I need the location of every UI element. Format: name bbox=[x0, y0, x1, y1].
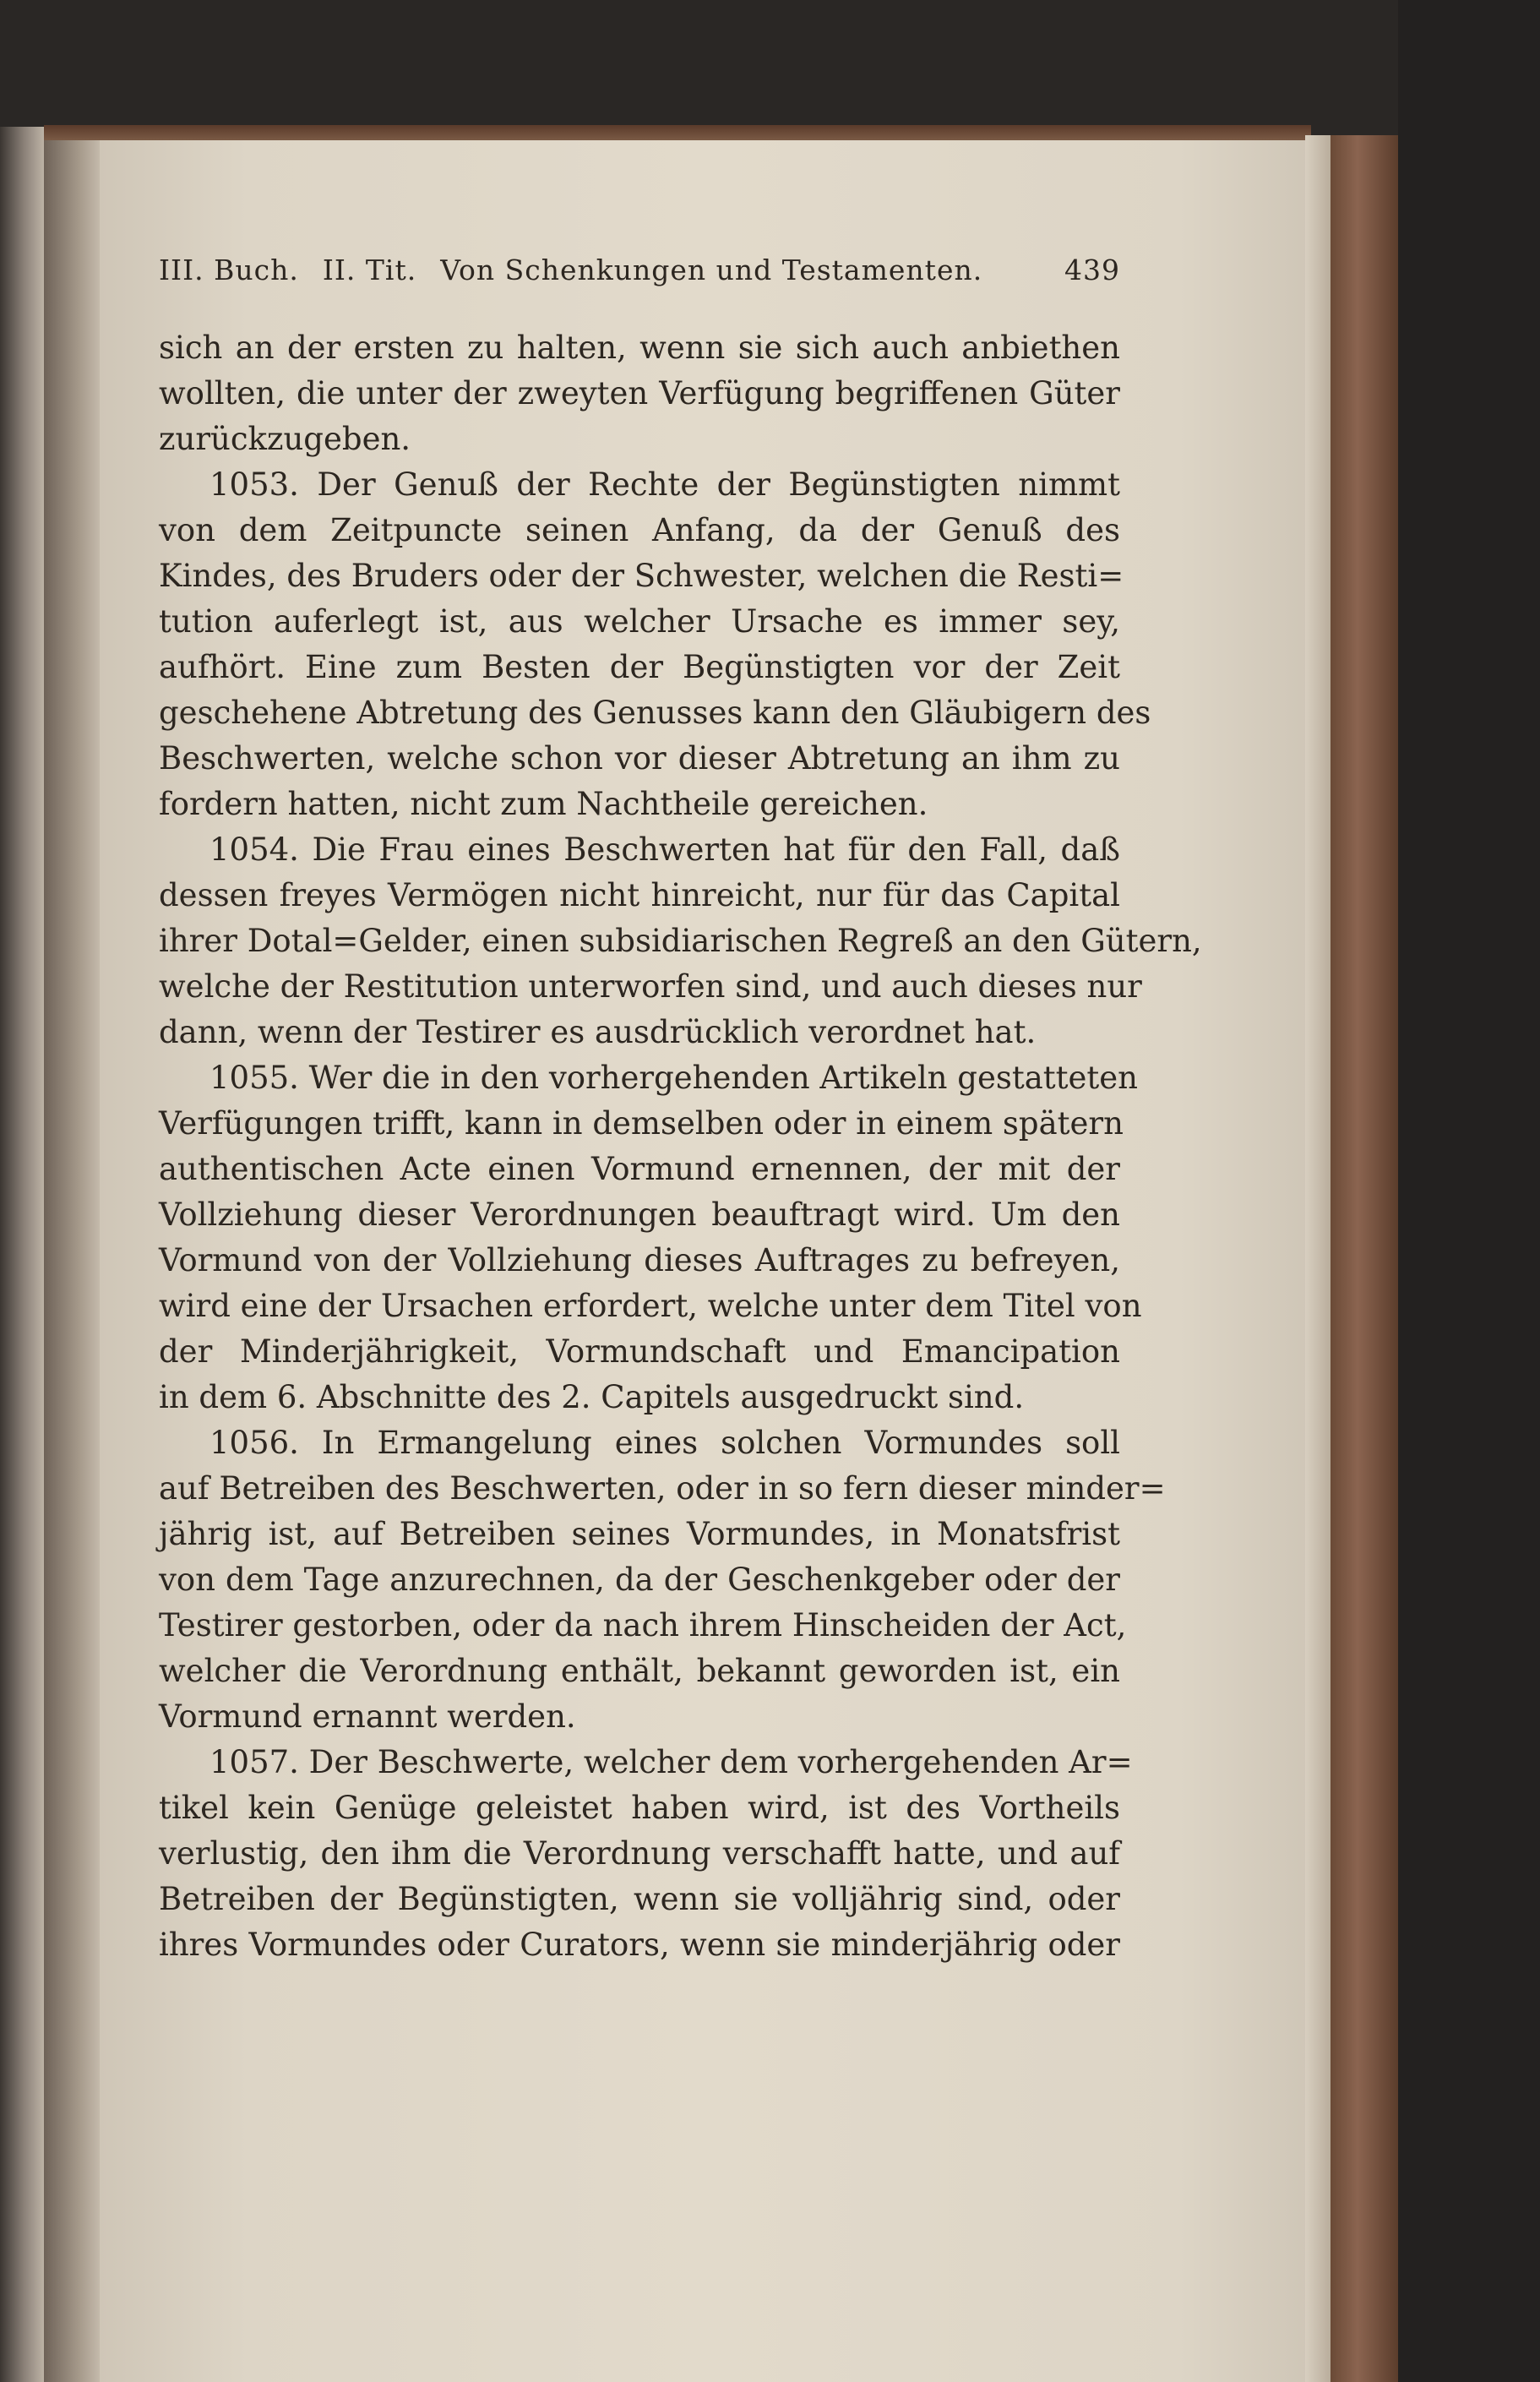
text-line: Testirer gestorben, oder da nach ihrem Hinscheiden der Act, bbox=[159, 1607, 1127, 1643]
text-line: Betreiben der Begünstigten, wenn sie volljährig sind, oder bbox=[159, 1881, 1120, 1917]
text-line: 1057. Der Beschwerte, welcher dem vorhergehenden Ar= bbox=[210, 1744, 1133, 1780]
left-page-edge bbox=[0, 127, 44, 2382]
book-cover-edge bbox=[1330, 135, 1398, 2382]
text-line: sich an der ersten zu halten, wenn sie sich auch anbiethen bbox=[159, 330, 1120, 366]
text-line: aufhört. Eine zum Besten der Begünstigten vor der Zeit bbox=[159, 649, 1120, 685]
text-line: 1053. Der Genuß der Rechte der Begünstigten nimmt bbox=[210, 466, 1120, 503]
text-line: 1056. In Ermangelung eines solchen Vormundes soll bbox=[210, 1425, 1120, 1461]
text-line: wollten, die unter der zweyten Verfügung begriffenen Güter bbox=[159, 375, 1120, 412]
text-line: in dem 6. Abschnitte des 2. Capitels ausgedruckt sind. bbox=[159, 1379, 1025, 1415]
text-line: Vollziehung dieser Verordnungen beauftragt wird. Um den bbox=[159, 1196, 1120, 1233]
text-line: jährig ist, auf Betreiben seines Vormundes, in Monatsfrist bbox=[159, 1516, 1120, 1552]
page-text-block bbox=[159, 253, 1202, 1968]
text-line: der Minderjährigkeit, Vormundschaft und Emancipation bbox=[159, 1333, 1120, 1370]
running-head-left bbox=[159, 253, 982, 286]
text-line: verlustig, den ihm die Verordnung verschafft hatte, und auf bbox=[159, 1835, 1120, 1872]
text-line: tution auferlegt ist, aus welcher Ursache es immer sey, bbox=[159, 603, 1120, 640]
text-line: dann, wenn der Testirer es ausdrücklich verordnet hat. bbox=[159, 1014, 1037, 1050]
text-line: welcher die Verordnung enthält, bekannt geworden ist, ein bbox=[159, 1653, 1120, 1689]
text-line: welche der Restitution unterworfen sind, und auch dieses nur bbox=[159, 968, 1142, 1005]
text-line: wird eine der Ursachen erfordert, welche unter dem Titel von bbox=[159, 1288, 1142, 1324]
body-text bbox=[159, 325, 1202, 1968]
text-line: dessen freyes Vermögen nicht hinreicht, nur für das Capital bbox=[159, 877, 1120, 913]
text-line: ihrer Dotal=Gelder, einen subsidiarischen Regreß an den Gütern, bbox=[159, 923, 1202, 959]
text-line: von dem Zeitpuncte seinen Anfang, da der Genuß des bbox=[159, 512, 1120, 548]
text-line: fordern hatten, nicht zum Nachtheile gereichen. bbox=[159, 786, 928, 822]
text-line: Kindes, des Bruders oder der Schwester, welchen die Resti= bbox=[159, 558, 1124, 594]
text-line: 1055. Wer die in den vorhergehenden Artikeln gestatteten bbox=[210, 1060, 1138, 1096]
text-line: Verfügungen trifft, kann in demselben oder in einem spätern bbox=[159, 1105, 1124, 1142]
background-right bbox=[1398, 0, 1540, 2382]
text-line: authentischen Acte einen Vormund ernennen, der mit der bbox=[159, 1151, 1120, 1187]
page-number: 439 bbox=[1064, 253, 1120, 286]
book-gutter bbox=[44, 127, 103, 2382]
page-fore-edge bbox=[1305, 135, 1330, 2382]
running-head-book: III. Buch. bbox=[159, 253, 299, 286]
running-head-title: Von Schenkungen und Testamenten. bbox=[440, 253, 983, 286]
binding-top-strip bbox=[44, 125, 1311, 140]
text-line: 1054. Die Frau eines Beschwerten hat für den Fall, daß bbox=[210, 831, 1120, 868]
text-line: ihres Vormundes oder Curators, wenn sie minderjährig oder bbox=[159, 1927, 1120, 1963]
text-line: auf Betreiben des Beschwerten, oder in so fern dieser minder= bbox=[159, 1470, 1166, 1507]
text-line: geschehene Abtretung des Genusses kann den Gläubigern des bbox=[159, 695, 1151, 731]
text-line: Vormund ernannt werden. bbox=[159, 1698, 576, 1735]
text-line: von dem Tage anzurechnen, da der Geschenkgeber oder der bbox=[159, 1562, 1120, 1598]
text-line: tikel kein Genüge geleistet haben wird, ist des Vortheils bbox=[159, 1790, 1120, 1826]
text-line: zurückzugeben. bbox=[159, 421, 411, 457]
text-line: Beschwerten, welche schon vor dieser Abtretung an ihm zu bbox=[159, 740, 1120, 777]
running-head-title-number: II. Tit. bbox=[322, 253, 417, 286]
text-line: Vormund von der Vollziehung dieses Auftrages zu befreyen, bbox=[159, 1242, 1120, 1278]
running-head bbox=[159, 253, 1120, 286]
